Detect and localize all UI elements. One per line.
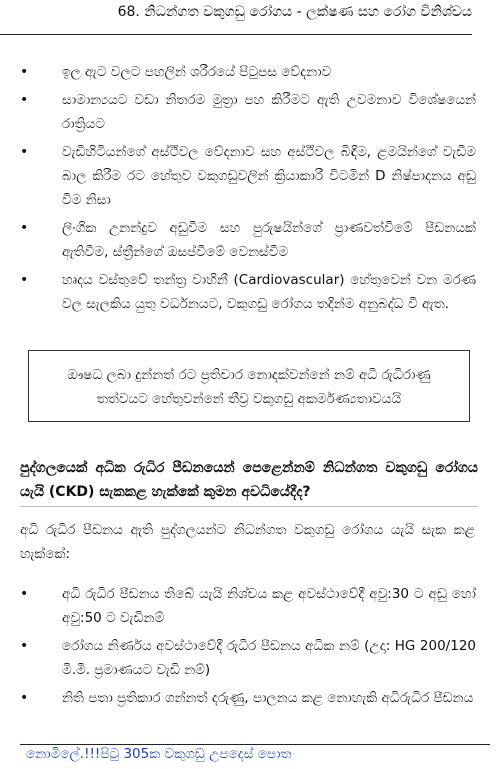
footer-divider bbox=[20, 744, 490, 745]
criteria-text: අධි රුධිර පීඩනය තිබේ යැයි නිශ්චය කළ අවස්ථාවේදී අවු:30 ට අඩු හෝ අවු:50 ට වැඩිනම් bbox=[62, 586, 476, 626]
symptom-text: ලිංගික උනන්දුව අඩුවීම සහ පුරුෂයින්ගේ ප්‍රාණවත්වීමේ පීඩනයක් ඇතිවීම, ස්ත්‍රීන්ගේ ඔසප්වීමේ වෙනස්වීම bbox=[62, 220, 476, 260]
symptom-text: හෘදය වස්තුවේ තන්ත්‍ර වාහිනී (Cardiovascular) හේතුවෙන් වන මරණ වල සැලකිය යුතු වර්ධනයට, වකුගඩු රෝගය තදින්ම අනුබද්ධ වී ඇත. bbox=[62, 272, 476, 312]
callout-box bbox=[28, 350, 470, 422]
symptom-text: ඉල ඇට වලට පහලින් ශරීරයේ පිටුපස වේදනාව bbox=[62, 64, 332, 80]
chapter-title: 68. නිධන්ගත වකුගඩු රෝගය - ලක්ෂණ සහ රෝග විනිශ්චය bbox=[117, 4, 472, 20]
symptom-item bbox=[0, 268, 500, 316]
bullet-icon: • bbox=[20, 690, 29, 706]
criteria-item bbox=[0, 634, 500, 682]
bullet-icon: • bbox=[20, 92, 29, 108]
criteria-list bbox=[0, 582, 500, 714]
symptom-text: වැඩිහිටියන්ගේ අස්ථිවල වේදනාව සහ අස්ථිවල බිඳීම, ළමයින්ගේ වැඩීම බාල කිරීම රට හේතුව වකුගඩුවලින් ක්‍රියාකාරී විටමින් D නිෂ්පාදනය අඩු වීම නිසා bbox=[62, 144, 476, 208]
symptom-item bbox=[0, 60, 500, 84]
symptom-item bbox=[0, 140, 500, 212]
symptom-item bbox=[0, 88, 500, 136]
bullet-icon: • bbox=[20, 64, 29, 80]
criteria-text: නිති පතා ප්‍රතිකාර ගන්නත් දරුණු, පාලනය කළ නොහැකි අධිරුධිර පීඩනය bbox=[62, 690, 474, 706]
criteria-text: රෝගය නිර්ණය අවස්ථාවේදී රුධිර පීඩනය අධික නම් (උදා: HG 200/120 මි.මී. ප්‍රමාණයට වැඩි නම්) bbox=[62, 638, 476, 678]
bullet-icon: • bbox=[20, 272, 29, 288]
symptom-list bbox=[0, 60, 500, 320]
bullet-icon: • bbox=[20, 586, 29, 602]
bullet-icon: • bbox=[20, 638, 29, 654]
page-header bbox=[0, 0, 500, 36]
bullet-icon: • bbox=[20, 144, 29, 160]
intro-paragraph: අධි රුධිර පීඩනය ඇති පුද්ගලයන්ට නිධන්ගත වකුගඩු රෝගය යැයි සැක කළ හැක්කේ: bbox=[20, 522, 475, 562]
symptom-item bbox=[0, 216, 500, 264]
footer-promo-text: නොමිලේ.!!!පිටු 305ක වකුගඩු උපදෙස් පොත bbox=[26, 746, 292, 762]
criteria-item bbox=[0, 686, 500, 710]
question-divider bbox=[20, 506, 478, 507]
criteria-item bbox=[0, 582, 500, 630]
question-heading: පුද්ගලයෙක් අධික රුධිර පීඩනයෙන් පෙළෙන්නම් නිධන්ගත වකුගඩු රෝගය යැයි (CKD) සැකකළ හැක්කේ කුමන අවධියේදීද? bbox=[20, 460, 478, 500]
bullet-icon: • bbox=[20, 220, 29, 236]
symptom-text: සාමාන්‍යයට වඩා නිතරම මුත්‍රා පහ කිරීමට ඇති උවමනාව විශේෂයෙන් රාත්‍රියට bbox=[62, 92, 476, 132]
header-divider bbox=[0, 34, 472, 35]
callout-text: ඖෂධ ලබා දුන්නත් රට ප්‍රතිචාර නොදක්වන්නේ නම් අධි රුධිරාණු තත්වයට හේතුවන්නේ තීව්‍ර වකුගඩු අකර්මණ්‍යතාවයයි bbox=[67, 367, 431, 407]
